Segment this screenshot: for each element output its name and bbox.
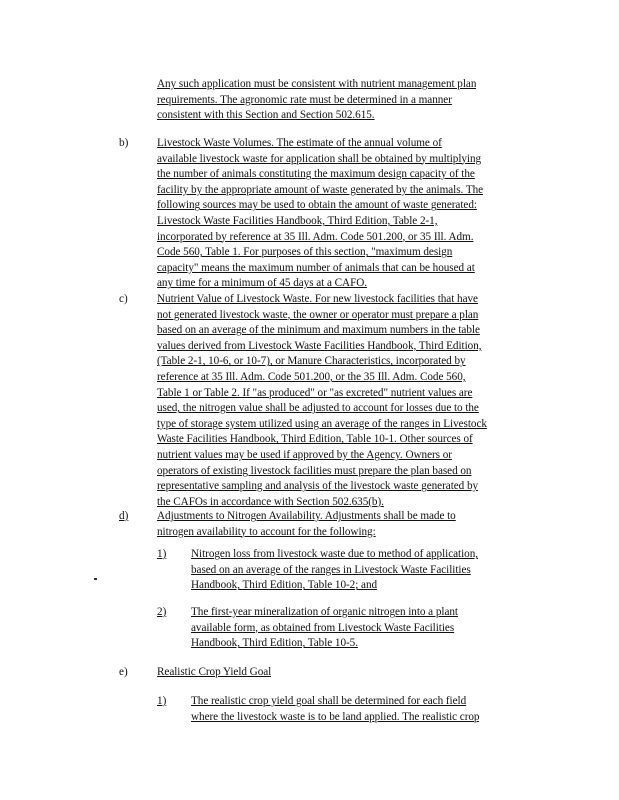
- text-line: based on an average of the ranges in Livestock Waste Facilities: [191, 563, 471, 576]
- text-line: available livestock waste for application shall be obtained by multiplying: [157, 152, 482, 165]
- text-line: where the livestock waste is to be land applied. The realistic crop: [191, 710, 480, 723]
- section-d-label: d): [119, 510, 129, 522]
- text-line: Adjustments to Nitrogen Availability. Adjustments shall be made to: [157, 510, 456, 522]
- section-e-heading: Realistic Crop Yield Goal: [157, 666, 272, 678]
- text-line: Code 560, Table 1. For purposes of this section, "maximum design: [157, 246, 453, 259]
- text-line: Livestock Waste Facilities Handbook, Third Edition, Table 2-1,: [157, 214, 438, 227]
- text-line: values derived from Livestock Waste Facilities Handbook, Third Edition,: [157, 339, 482, 352]
- text-line: capacity" means the maximum number of animals that can be housed at: [157, 261, 475, 274]
- text-line: Table 1 or Table 2. If "as produced" or "as excreted" nutrient values are: [157, 386, 473, 399]
- text-line: Livestock Waste Volumes. The estimate of the annual volume of: [157, 137, 442, 149]
- text-line: Any such application must be consistent with nutrient management plan: [157, 78, 477, 90]
- text-line: Handbook, Third Edition, Table 10-5.: [191, 637, 358, 650]
- section-c-label: c): [119, 293, 128, 305]
- section-d-item-1: [191, 547, 478, 594]
- text-line: The realistic crop yield goal shall be determined for each field: [191, 695, 467, 707]
- section-e-item-1: [191, 694, 479, 725]
- text-line: Nitrogen loss from livestock waste due to method of application,: [191, 548, 478, 560]
- text-line: nutrient values may be used if approved by the Agency. Owners or: [157, 448, 452, 461]
- text-line: type of storage system utilized using an average of the ranges in Livestock: [157, 417, 487, 430]
- section-c-paragraph: [157, 292, 487, 510]
- text-line: based on an average of the minimum and maximum numbers in the table: [157, 324, 480, 337]
- text-line: (Table 2-1, 10-6, or 10-7), or Manure Characteristics, incorporated by: [157, 355, 466, 368]
- section-b-label: b): [119, 137, 129, 149]
- text-line: operators of existing livestock facilities must prepare the plan based on: [157, 464, 472, 477]
- text-line: facility by the appropriate amount of waste generated by the animals. The: [157, 183, 484, 196]
- text-line: reference at 35 Ill. Adm. Code 501.200, or the 35 Ill. Adm. Code 560,: [157, 370, 466, 383]
- section-b-paragraph: [157, 136, 483, 292]
- text-line: Handbook, Third Edition, Table 10-2; and: [191, 579, 378, 592]
- text-line: consistent with this Section and Section 502.615.: [157, 109, 375, 122]
- text-line: the number of animals constituting the maximum design capacity of the: [157, 168, 475, 181]
- section-e-heading-block: [157, 665, 271, 681]
- text-line: Waste Facilities Handbook, Third Edition, Table 10-1. Other sources of: [157, 433, 473, 446]
- text-line: following sources may be used to obtain the amount of waste generated:: [157, 199, 477, 212]
- stray-mark: [94, 578, 97, 580]
- text-line: available form, as obtained from Livestock Waste Facilities: [191, 621, 455, 634]
- section-e-item-1-label: 1): [157, 695, 167, 707]
- text-line: nitrogen availability to account for the following:: [157, 525, 376, 538]
- section-d-item-2-label: 2): [157, 606, 167, 618]
- text-line: not generated livestock waste, the owner or operator must prepare a plan: [157, 308, 479, 321]
- text-line: requirements. The agronomic rate must be determined in a manner: [157, 93, 452, 106]
- section-e-label: e): [119, 666, 128, 678]
- text-line: the CAFOs in accordance with Section 502.635(b).: [157, 495, 384, 508]
- section-d-item-2: [191, 605, 458, 652]
- section-d-paragraph: [157, 509, 456, 540]
- text-line: incorporated by reference at 35 Ill. Adm. Code 501.200, or 35 Ill. Adm.: [157, 230, 474, 243]
- text-line: representative sampling and analysis of the livestock waste generated by: [157, 480, 479, 493]
- intro-paragraph: [157, 77, 476, 124]
- text-line: any time for a minimum of 45 days at a CAFO.: [157, 277, 368, 290]
- text-line: The first-year mineralization of organic nitrogen into a plant: [191, 606, 458, 618]
- section-d-item-1-label: 1): [157, 548, 167, 560]
- text-line: Nutrient Value of Livestock Waste. For new livestock facilities that have: [157, 293, 478, 305]
- text-line: used, the nitrogen value shall be adjusted to account for losses due to the: [157, 402, 479, 415]
